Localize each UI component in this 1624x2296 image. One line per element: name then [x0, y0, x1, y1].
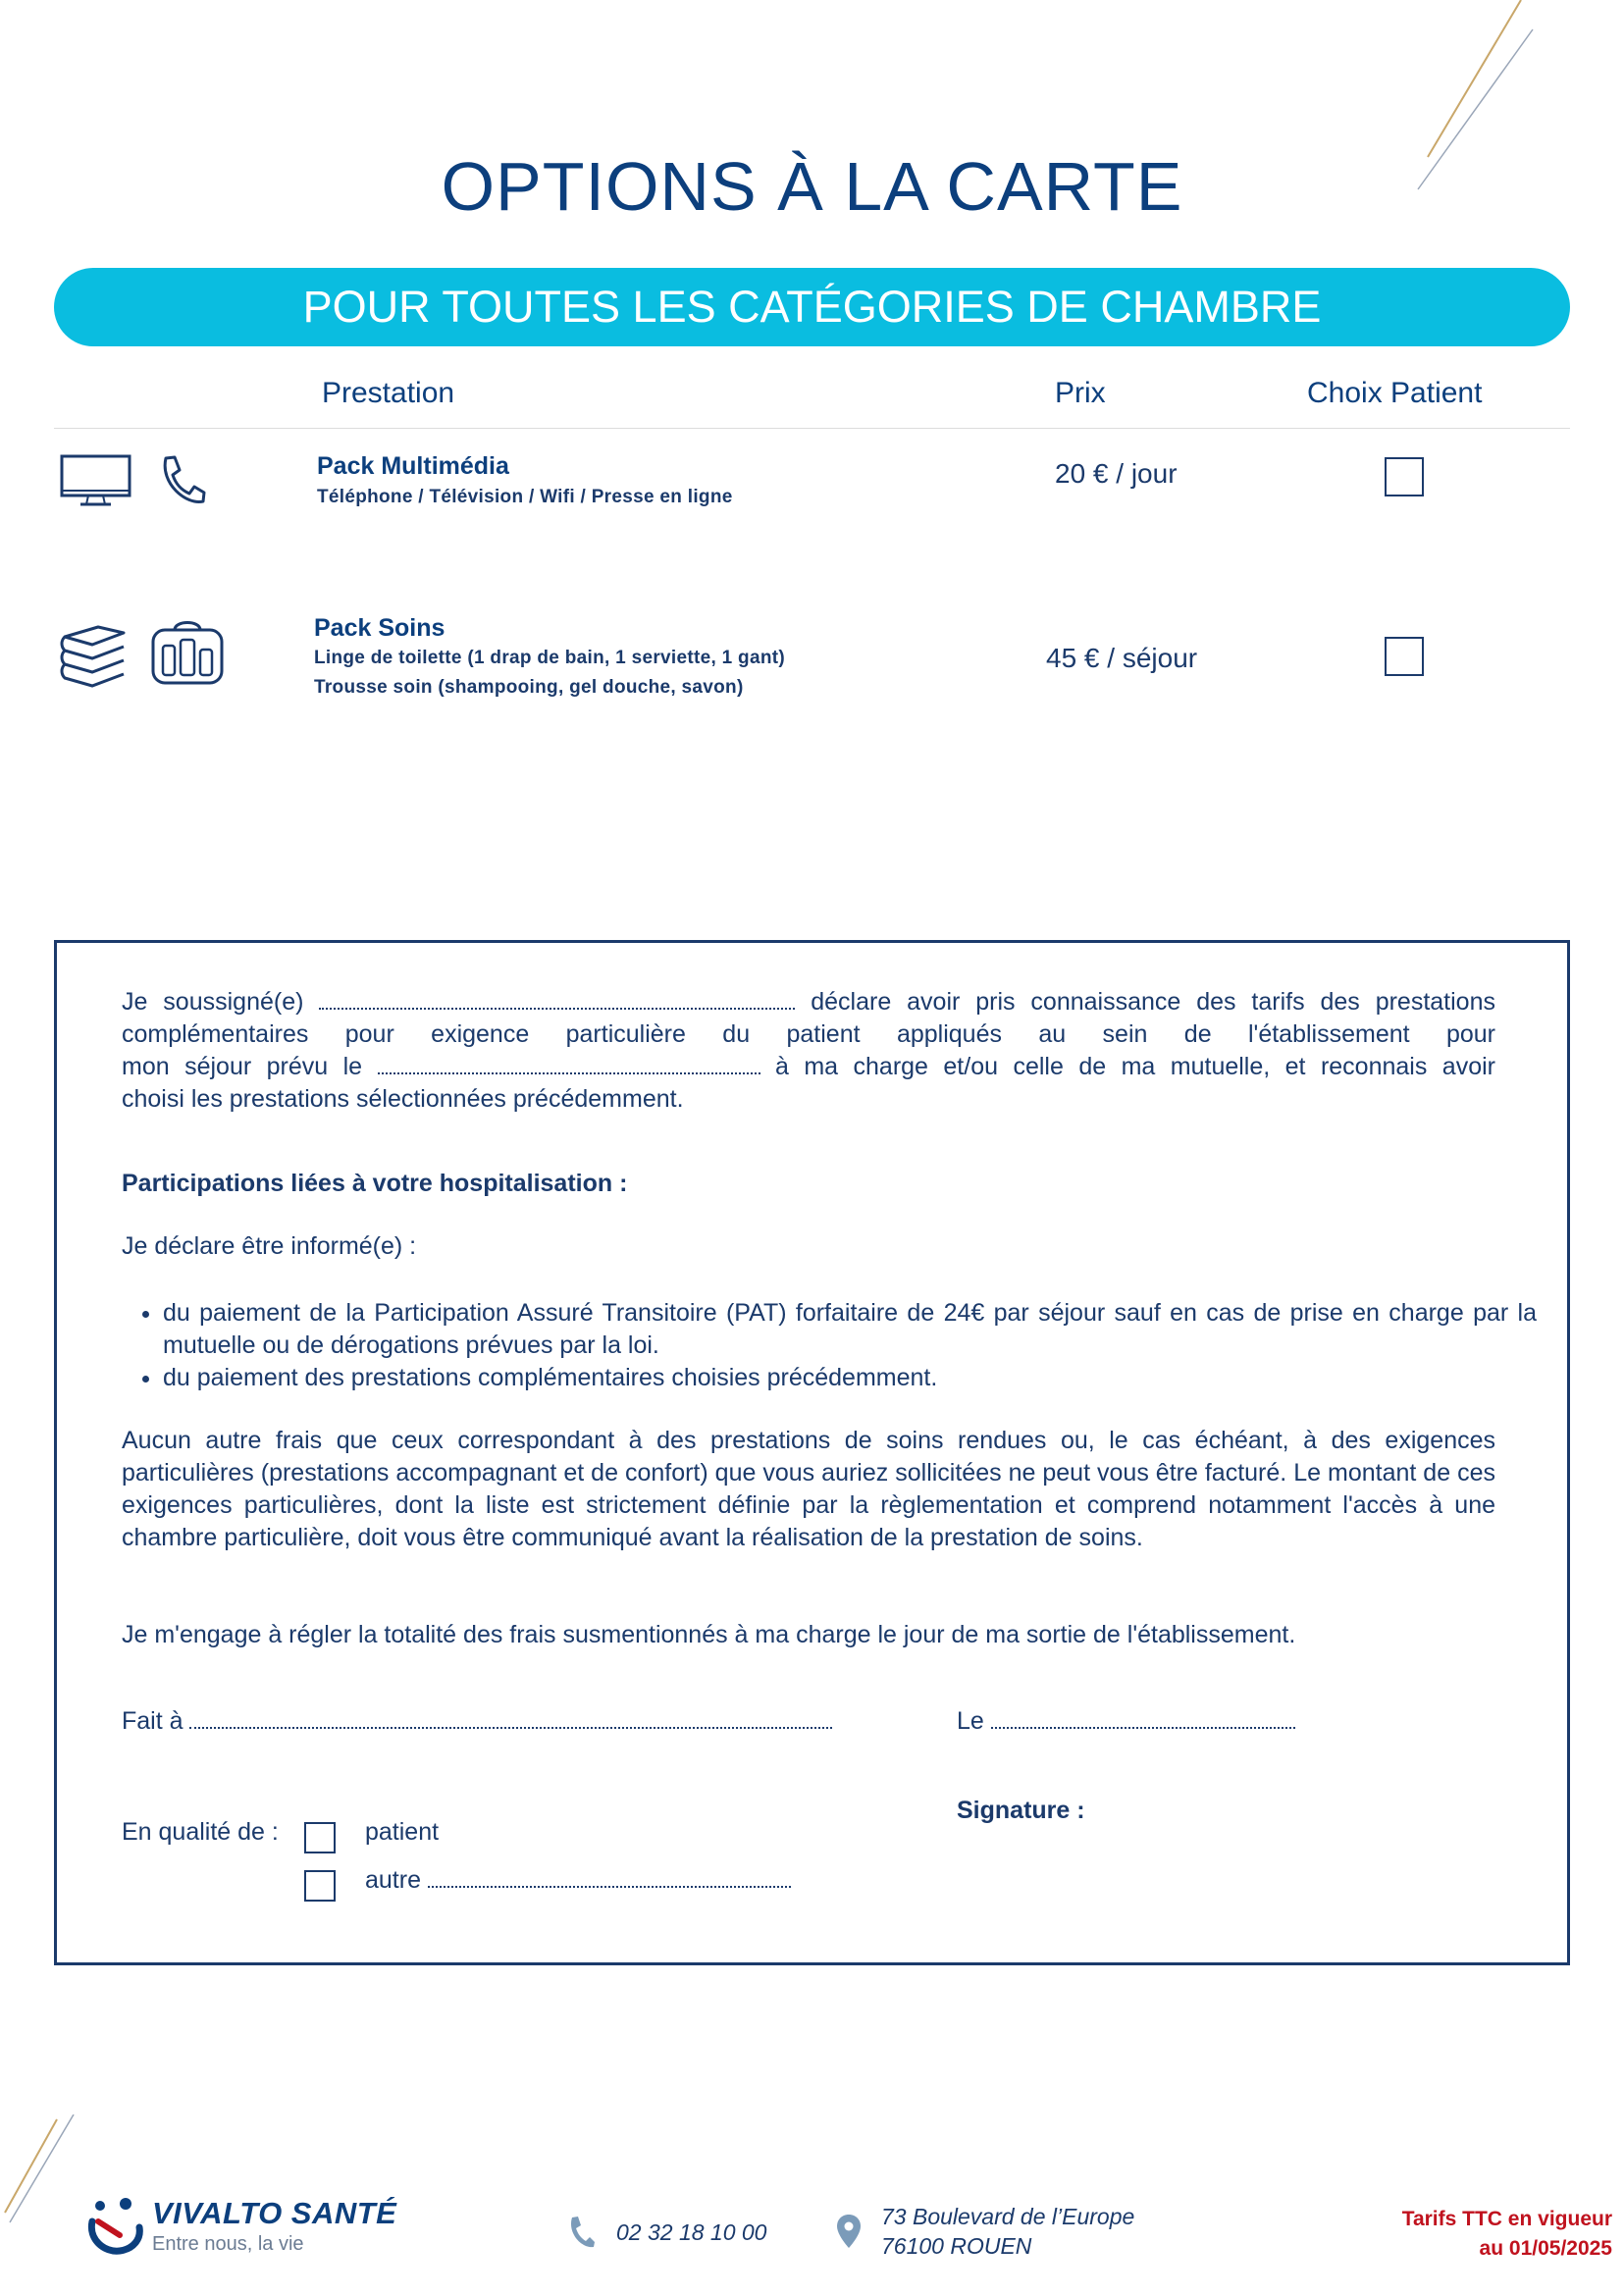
phone-number: 02 32 18 10 00	[616, 2219, 767, 2245]
pack-soins-line-1: Linge de toilette (1 drap de bain, 1 serviette, 1 gant)	[314, 648, 785, 668]
autre-checkbox[interactable]	[304, 1870, 336, 1902]
pack-multimedia-price: 20 € / jour	[1055, 458, 1178, 489]
autre-field	[365, 1866, 791, 1895]
toiletry-bag-icon	[149, 616, 226, 687]
signature-label: Signature :	[957, 1797, 1085, 1824]
pack-soins-price: 45 € / séjour	[1046, 643, 1198, 673]
fait-a-field	[122, 1707, 832, 1736]
declaration-text: Je soussigné(e)	[122, 988, 304, 1016]
column-header-choix: Choix Patient	[1307, 377, 1483, 409]
television-icon	[59, 453, 132, 508]
pack-soins-checkbox[interactable]	[1385, 637, 1424, 676]
participations-title: Participations liées à votre hospitalisation :	[122, 1170, 628, 1197]
informed-text: Je déclare être informé(e) :	[122, 1232, 417, 1260]
phone-icon	[157, 454, 206, 505]
qualite-label: En qualité de :	[122, 1818, 279, 1846]
address-line-1: 73 Boulevard de l’Europe	[881, 2204, 1135, 2229]
column-header-prix: Prix	[1055, 377, 1106, 409]
place-blank[interactable]	[189, 1707, 832, 1729]
page-title: OPTIONS À LA CARTE	[441, 148, 1183, 225]
fait-a-label: Fait à	[122, 1707, 183, 1735]
stay-date-blank[interactable]	[378, 1053, 760, 1074]
brand-name: VIVALTO SANTÉ	[152, 2196, 397, 2230]
pack-soins-line-2: Trousse soin (shampooing, gel douche, savon)	[314, 677, 744, 698]
declaration-text: mon séjour prévu le	[122, 1053, 363, 1080]
phone-icon	[567, 2216, 595, 2249]
tarifs-line-1: Tarifs TTC en vigueur	[1401, 2208, 1612, 2230]
autre-option-label: autre	[365, 1866, 421, 1894]
location-pin-icon	[836, 2214, 862, 2249]
list-item: • du paiement de la Participation Assuré Transitoire (PAT) forfaitaire de 24€ par séjour sauf en cas de prise en charge par la mutuelle ou de dérogations prévues par la loi.	[163, 1297, 1537, 1362]
declaration-text: à ma charge et/ou celle de ma mutuelle, et reconnais avoir	[774, 1053, 1495, 1080]
decorative-lines	[0, 2114, 79, 2232]
declaration-line-4: choisi les prestations sélectionnées précédemment.	[122, 1085, 684, 1113]
pack-multimedia-line-1: Téléphone / Télévision / Wifi / Presse en ligne	[317, 487, 733, 507]
name-blank[interactable]	[319, 988, 795, 1010]
pack-soins-title: Pack Soins	[314, 614, 445, 642]
tarifs-line-2: au 01/05/2025	[1479, 2237, 1612, 2260]
header-divider	[54, 428, 1570, 429]
date-field	[957, 1707, 1295, 1736]
declaration-line-1	[122, 986, 1495, 1051]
towels-icon	[59, 623, 130, 688]
date-label: Le	[957, 1707, 984, 1735]
patient-option-label: patient	[365, 1818, 440, 1846]
list-item: • du paiement des prestations complémentaires choisies précédemment.	[163, 1362, 1537, 1394]
patient-checkbox[interactable]	[304, 1822, 336, 1853]
participations-list	[122, 1297, 1537, 1394]
autre-blank[interactable]	[428, 1866, 791, 1888]
address-line-2: 76100 ROUEN	[881, 2233, 1032, 2259]
category-banner: POUR TOUTES LES CATÉGORIES DE CHAMBRE	[54, 268, 1570, 346]
column-header-prestation: Prestation	[322, 377, 455, 409]
vivalto-logo-icon	[86, 2196, 145, 2257]
pack-multimedia-title: Pack Multimédia	[317, 452, 509, 480]
fees-paragraph: Aucun autre frais que ceux correspondant à des prestations de soins rendues ou, le cas échéant, à des exigences particulières (prestations accompagnant et de confort) que vous auriez sollicitées ne peut vous être facturé. Le montant de ces exigences particulières, dont la liste est strictement définie par la règlementation et comprend notamment l'accès à une chambre particulière, doit vous être communiqué avant la réalisation de la prestation de soins.	[122, 1427, 1495, 1551]
engagement-text: Je m'engage à régler la totalité des frais susmentionnés à ma charge le jour de ma sortie de l'établissement.	[122, 1621, 1296, 1648]
pack-multimedia-checkbox[interactable]	[1385, 457, 1424, 496]
declaration-line-3	[122, 1051, 1495, 1083]
brand-tagline: Entre nous, la vie	[152, 2233, 304, 2255]
date-blank[interactable]	[991, 1707, 1295, 1729]
declaration-text: déclare avoir pris connaissance des tarifs des prestations complémentaires pour exigence particulière du patient appliqués au sein de l'établissement pour	[122, 988, 1495, 1048]
